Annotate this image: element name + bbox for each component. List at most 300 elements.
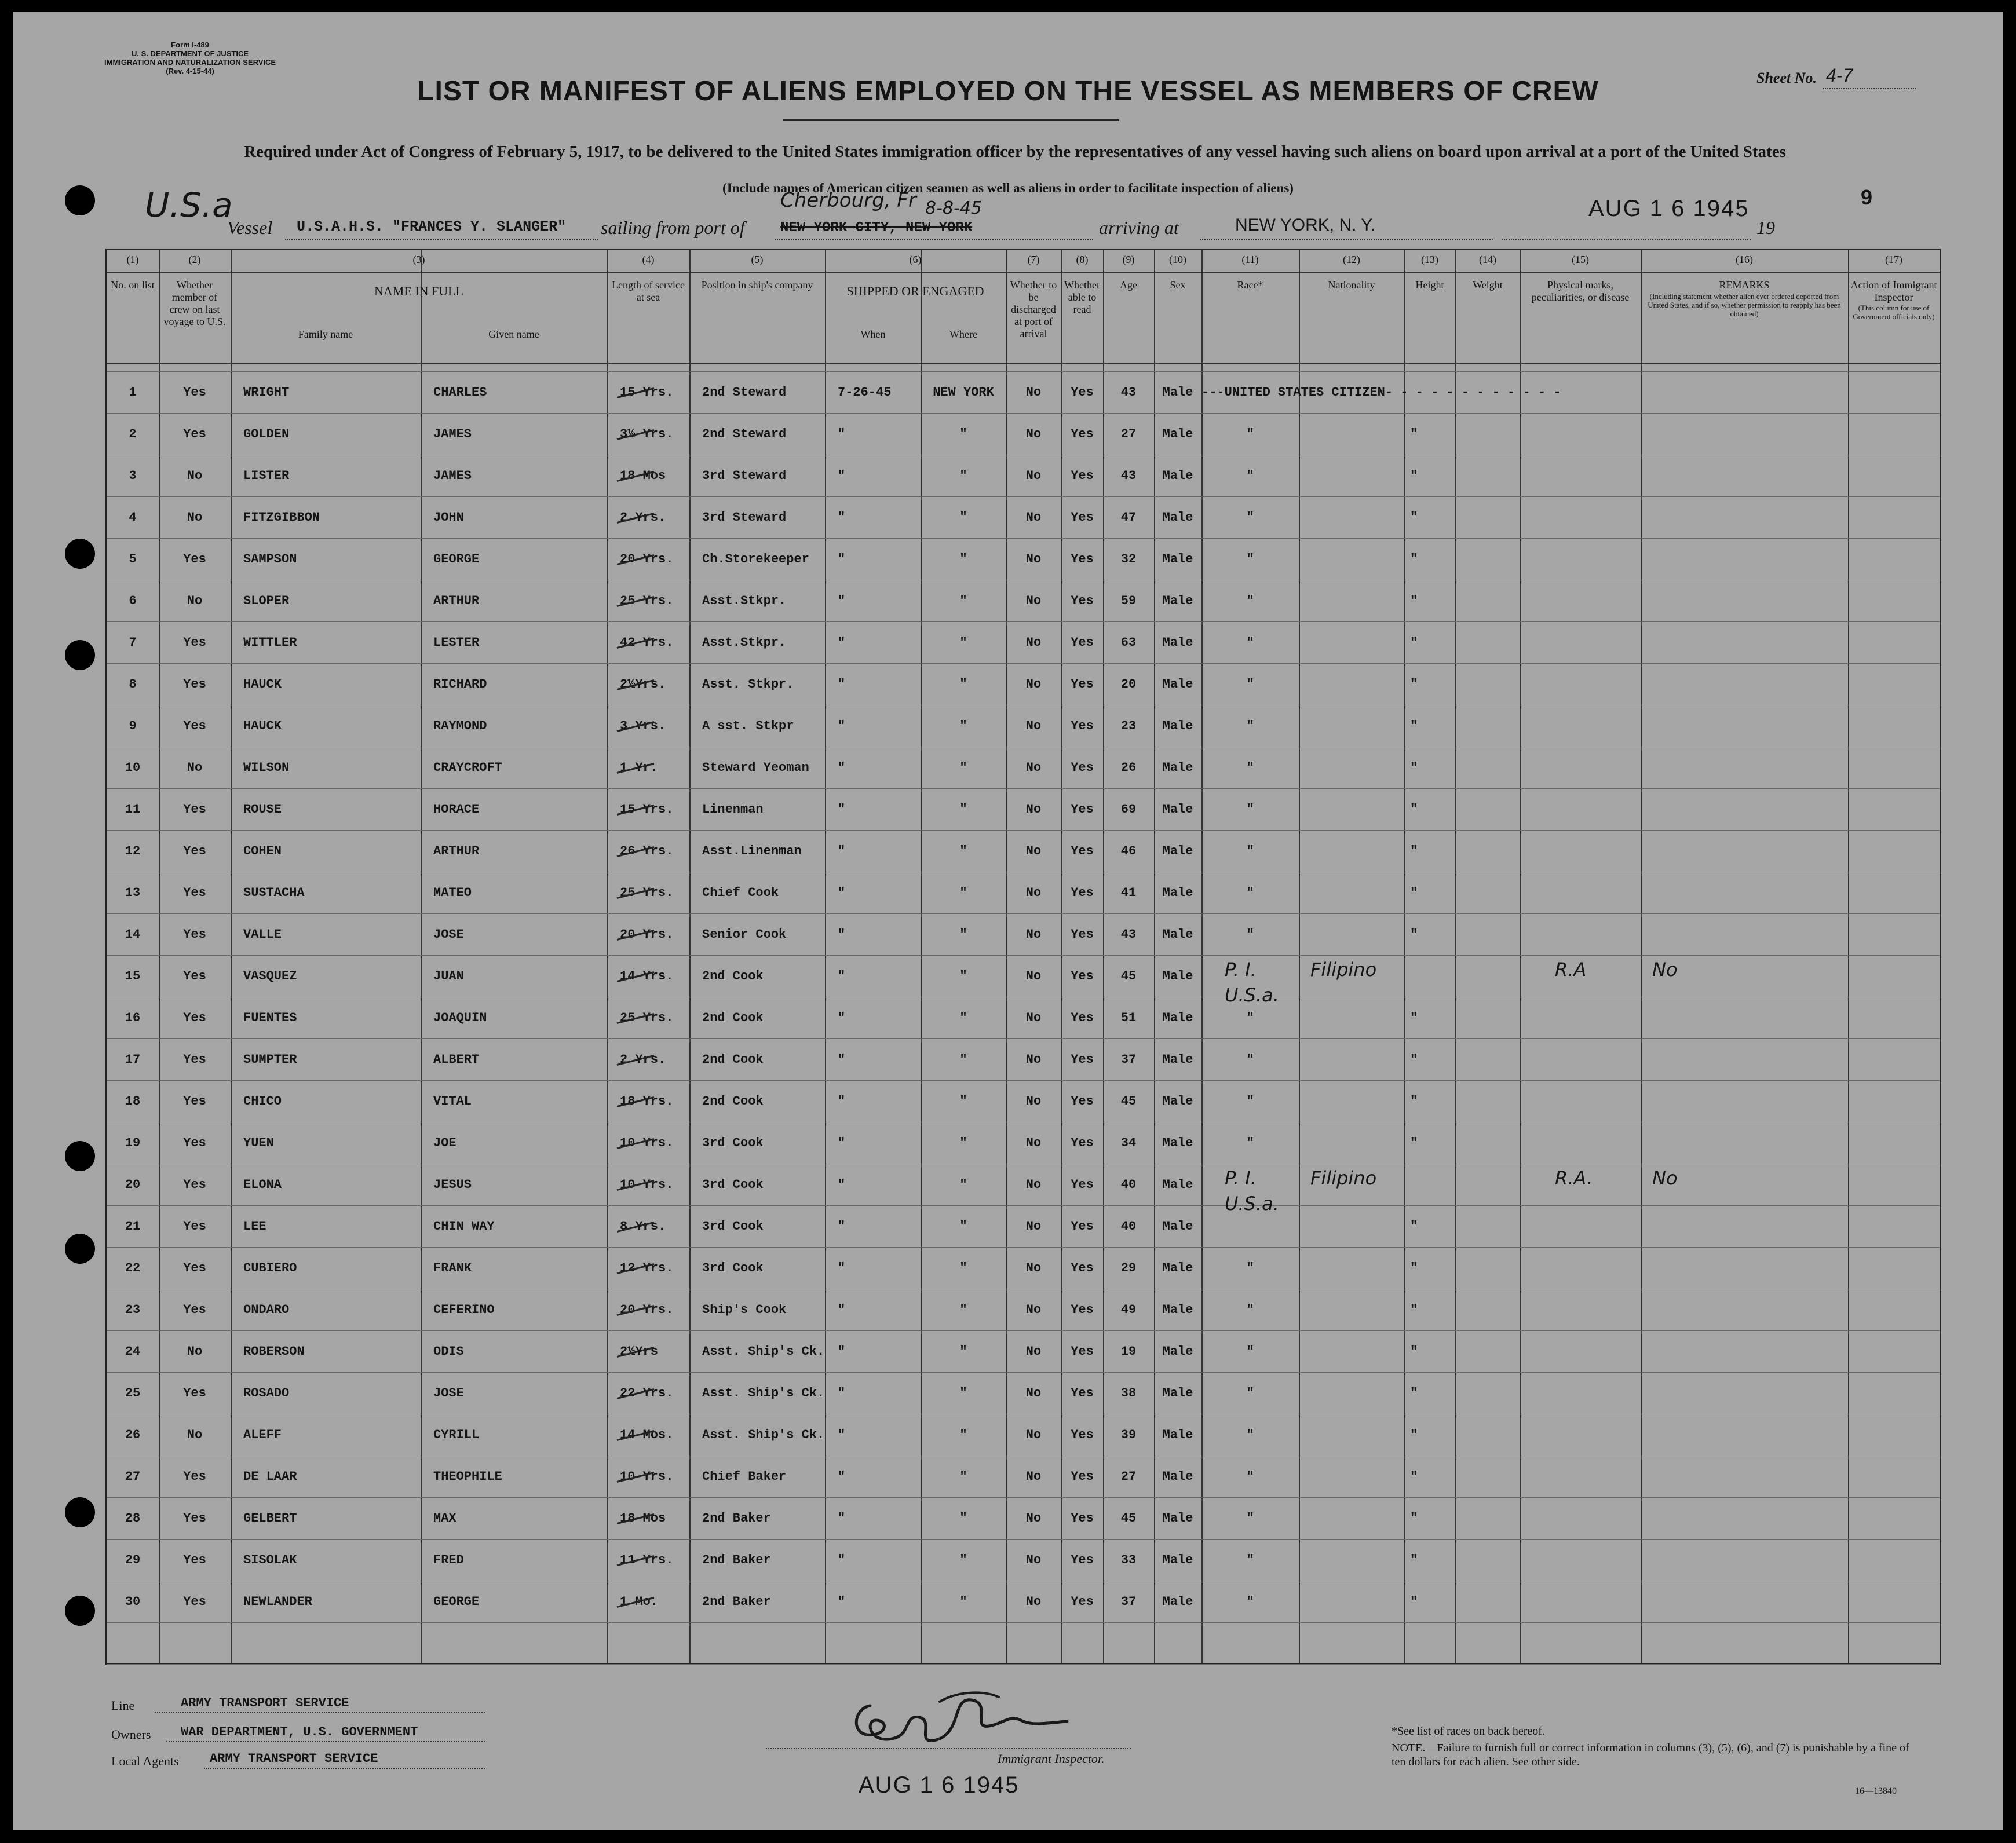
row-rule [107,538,1940,539]
cell-where: " [959,1595,967,1609]
cell-sex: Male [1162,1553,1193,1567]
cell-age: 49 [1120,1303,1137,1317]
cell-service: 10 Yrs. [620,1469,689,1484]
cell-family: ALEFF [243,1428,282,1442]
cell-service: 18 Mos [620,1511,689,1526]
port-struck: NEW YORK CITY, NEW YORK [780,220,973,236]
cell-where: " [959,969,967,983]
cell-when: " [838,1303,846,1317]
cell-when: " [838,1553,846,1567]
inspector-note: (This column for use of Government officials only) [1853,303,1935,321]
cell-race: " [1246,427,1254,441]
arrival-line [1200,239,1493,240]
cell-height: " [1410,1261,1418,1275]
row-rule [107,1247,1940,1248]
cell-no: 16 [125,1011,141,1025]
cell-last: No [187,469,203,483]
cell-service: 25 Yrs. [620,1011,689,1025]
cell-age: 38 [1120,1386,1137,1400]
cell-sex: Male [1162,886,1193,900]
cell-sex: Male [1162,552,1193,566]
agents-label: Local Agents [111,1754,179,1768]
cell-height: " [1410,927,1418,942]
inspection-date-stamp: AUG 1 6 1945 [859,1772,1020,1798]
punch-hole [65,640,95,670]
cell-when: " [838,1344,846,1359]
cell-last: Yes [183,1386,206,1400]
cell-service: 25 Yrs. [620,594,689,608]
cell-position: 2nd Cook [702,1052,764,1067]
cell-sex: Male [1162,1011,1193,1025]
cell-last: Yes [183,1553,206,1567]
handwritten-r15_marks: R.A [1555,959,1587,981]
handwritten-r15_race: P. I. [1225,959,1257,981]
cell-given: JESUS [433,1178,472,1192]
cell-read: Yes [1071,1219,1094,1234]
cell-given: ARTHUR [433,594,480,608]
cell-position: 2nd Steward [702,427,787,441]
cell-age: 46 [1120,844,1137,858]
cell-race: " [1246,1261,1254,1275]
cell-last: No [187,594,203,608]
cell-race: " [1246,719,1254,733]
cell-race: " [1246,1094,1254,1109]
cell-family: WILSON [243,760,290,775]
column-number: (17) [1885,254,1902,265]
cell-service: 3 Yrs. [620,719,689,733]
handwritten-country: U.S.a [145,185,233,225]
cell-where: " [959,1052,967,1067]
cell-age: 20 [1120,677,1137,692]
cell-disch: No [1025,427,1042,441]
cell-position: 3rd Cook [702,1261,764,1275]
cell-family: CUBIERO [243,1261,297,1275]
cell-last: Yes [183,1052,206,1067]
cell-position: 2nd Baker [702,1595,771,1609]
cell-height: " [1410,802,1418,817]
column-number: (9) [1122,254,1135,265]
cell-position: 3rd Steward [702,469,787,483]
cell-position: Linenman [702,802,764,817]
cell-position: A sst. Stkpr [702,719,794,733]
cell-last: No [187,1344,203,1359]
cell-race: " [1246,552,1254,566]
print-code: 16—13840 [1855,1786,1897,1796]
corner-mark: 9 [1861,185,1873,209]
column-number: (15) [1572,254,1589,265]
cell-age: 32 [1120,552,1137,566]
cell-height: " [1410,1469,1418,1484]
cell-given: RICHARD [433,677,487,692]
column-rule [825,250,826,1663]
column-number: (14) [1479,254,1496,265]
cell-disch: No [1025,1595,1042,1609]
cell-age: 43 [1120,385,1137,400]
cell-where: " [959,635,967,650]
column-rule [1154,250,1155,1663]
cell-sex: Male [1162,1428,1193,1442]
cell-given: THEOPHILE [433,1469,502,1484]
cell-disch: No [1025,1094,1042,1109]
cell-read: Yes [1071,1178,1094,1192]
cell-position: Asst.Stkpr. [702,594,787,608]
column-header: Height [1415,279,1444,291]
subheader-rule [421,317,422,363]
cell-race: " [1246,886,1254,900]
cell-height: " [1410,886,1418,900]
owners-label: Owners [111,1727,151,1742]
column-rule [921,250,922,1663]
subheader-rule [921,317,922,363]
row-rule [107,913,1940,914]
cell-height: " [1410,1052,1418,1067]
cell-position: Senior Cook [702,927,787,942]
cell-when: " [838,1094,846,1109]
cell-disch: No [1025,1511,1042,1526]
cell-where: " [959,552,967,566]
sheet-line [1823,88,1916,89]
cell-last: Yes [183,886,206,900]
cell-family: SLOPER [243,594,290,608]
cell-race: " [1246,1052,1254,1067]
cell-no: 19 [125,1136,141,1150]
cell-disch: No [1025,1219,1042,1234]
cell-last: Yes [183,677,206,692]
cell-age: 29 [1120,1261,1137,1275]
cell-age: 33 [1120,1553,1137,1567]
cell-race: " [1246,1469,1254,1484]
cell-no: 5 [129,552,137,566]
cell-sex: Male [1162,760,1193,775]
cell-no: 7 [129,635,137,650]
cell-read: Yes [1071,886,1094,900]
cell-sex: Male [1162,1303,1193,1317]
cell-disch: No [1025,510,1042,525]
cell-last: Yes [183,1219,206,1234]
shipped-where-header: Where [949,328,977,340]
agents-value: ARMY TRANSPORT SERVICE [210,1751,378,1766]
cell-family: WRIGHT [243,385,290,400]
cell-no: 3 [129,469,137,483]
cell-no: 12 [125,844,141,858]
cell-position: 2nd Baker [702,1511,771,1526]
cell-read: Yes [1071,1344,1094,1359]
cell-where: NEW YORK [933,385,994,400]
cell-given: ARTHUR [433,844,480,858]
column-rule [1520,250,1521,1663]
cell-service: 11 Yrs. [620,1553,689,1567]
cell-where: " [959,1386,967,1400]
cell-position: Asst.Linenman [702,844,802,858]
cell-when: " [838,1219,846,1234]
cell-where: " [959,1136,967,1150]
cell-age: 19 [1120,1344,1137,1359]
cell-family: ROBERSON [243,1344,305,1359]
cell-height: " [1410,1219,1418,1234]
cell-service: 20 Yrs. [620,927,689,942]
cell-last: Yes [183,844,206,858]
subheader-rule [231,317,232,363]
cell-family: HAUCK [243,677,282,692]
cell-last: Yes [183,1094,206,1109]
cell-sex: Male [1162,927,1193,942]
cell-race: " [1246,927,1254,942]
cell-family: LEE [243,1219,266,1234]
cell-where: " [959,594,967,608]
cell-given: JOAQUIN [433,1011,487,1025]
cell-no: 26 [125,1428,141,1442]
cell-disch: No [1025,1386,1042,1400]
cell-height: " [1410,1553,1418,1567]
handwritten-r20_remarks: No [1652,1167,1678,1189]
cell-age: 45 [1120,1511,1137,1526]
cell-family: ELONA [243,1178,282,1192]
cell-where: " [959,1511,967,1526]
cell-disch: No [1025,1469,1042,1484]
arriving-label: arriving at [1099,217,1179,238]
cell-disch: No [1025,719,1042,733]
cell-age: 69 [1120,802,1137,817]
row-rule [107,1622,1940,1623]
cell-where: " [959,1344,967,1359]
cell-no: 27 [125,1469,141,1484]
cell-where: " [959,719,967,733]
cell-sex: Male [1162,1261,1193,1275]
column-rule [1455,250,1456,1663]
cell-service: 2 Yrs. [620,510,689,525]
cell-when: " [838,427,846,441]
cell-no: 8 [129,677,137,692]
column-number: (16) [1736,254,1753,265]
cell-age: 37 [1120,1595,1137,1609]
agents-rule [204,1768,485,1769]
column-header: Action of Immigrant Inspector [1850,279,1937,303]
cell-height: " [1410,594,1418,608]
cell-service: 8 Yrs. [620,1219,689,1234]
cell-last: Yes [183,1261,206,1275]
cell-disch: No [1025,969,1042,983]
cell-no: 18 [125,1094,141,1109]
cell-last: Yes [183,552,206,566]
cell-disch: No [1025,1261,1042,1275]
cell-age: 43 [1120,469,1137,483]
cell-race: " [1246,844,1254,858]
cell-read: Yes [1071,594,1094,608]
cell-no: 9 [129,719,137,733]
column-rule [421,250,422,1663]
cell-service: 12 Yrs. [620,1261,689,1275]
cell-when: " [838,552,846,566]
cell-given: ALBERT [433,1052,480,1067]
row-rule [107,1664,1940,1665]
punch-hole [65,1596,95,1626]
cell-when: " [838,760,846,775]
cell-age: 45 [1120,969,1137,983]
cell-where: " [959,1094,967,1109]
punch-hole [65,1141,95,1171]
cell-height: " [1410,1428,1418,1442]
cell-read: Yes [1071,1386,1094,1400]
cell-height: " [1410,1303,1418,1317]
cell-service: 3½ Yrs. [620,427,689,441]
cell-height: " [1410,844,1418,858]
cell-where: " [959,1011,967,1025]
cell-age: 40 [1120,1219,1137,1234]
column-number: (11) [1241,254,1259,265]
cell-read: Yes [1071,1303,1094,1317]
cell-family: WITTLER [243,635,297,650]
cell-read: Yes [1071,385,1094,400]
row-rule [107,496,1940,497]
cell-no: 23 [125,1303,141,1317]
row-rule [107,371,1940,372]
cell-when: " [838,1011,846,1025]
row-rule [107,1038,1940,1039]
page-title: LIST OR MANIFEST OF ALIENS EMPLOYED ON THE VESSEL AS MEMBERS OF CREW [417,76,1599,107]
column-rule [231,250,232,1663]
cell-sex: Male [1162,844,1193,858]
cell-race: " [1246,594,1254,608]
cell-position: Asst. Ship's Ck. [702,1386,825,1400]
cell-no: 25 [125,1386,141,1400]
cell-age: 26 [1120,760,1137,775]
sheet-number: 4-7 [1826,65,1853,86]
cell-age: 41 [1120,886,1137,900]
cell-where: " [959,1178,967,1192]
row-rule [107,955,1940,956]
cell-disch: No [1025,1011,1042,1025]
cell-when: " [838,1386,846,1400]
cell-where: " [959,677,967,692]
cell-sex: Male [1162,802,1193,817]
line-label: Line [111,1698,135,1713]
port-line [775,239,1093,240]
header-rule [107,272,1940,273]
cell-where: " [959,1261,967,1275]
cell-given: JAMES [433,427,472,441]
cell-family: ROSADO [243,1386,290,1400]
cell-read: Yes [1071,427,1094,441]
cell-position: Ch.Storekeeper [702,552,809,566]
port-handwritten: Cherbourg, Fr [780,189,916,212]
cell-age: 23 [1120,719,1137,733]
cell-service: 20 Yrs. [620,1303,689,1317]
cell-read: Yes [1071,1261,1094,1275]
cell-race: ---UNITED STATES CITIZEN- - - - - - - - - - - - [1201,385,1561,400]
inspector-label: Immigrant Inspector. [998,1751,1105,1766]
cell-no: 15 [125,969,141,983]
cell-read: Yes [1071,1052,1094,1067]
column-header: No. on list [111,279,155,291]
crew-table [105,249,1941,1665]
column-header: Physical marks, peculiarities, or disease [1531,279,1630,303]
cell-sex: Male [1162,1219,1193,1234]
cell-sex: Male [1162,677,1193,692]
cell-when: " [838,1511,846,1526]
cell-height: " [1410,760,1418,775]
column-number: (1) [126,254,139,265]
cell-last: Yes [183,1011,206,1025]
cell-height: " [1410,552,1418,566]
handwritten-r20_marks: R.A. [1555,1167,1593,1189]
cell-disch: No [1025,552,1042,566]
cell-when: " [838,1052,846,1067]
cell-service: 42 Yrs. [620,635,689,650]
signature-rule [766,1748,1131,1749]
cell-sex: Male [1162,969,1193,983]
cell-race: " [1246,1303,1254,1317]
cell-where: " [959,1553,967,1567]
cell-sex: Male [1162,1094,1193,1109]
cell-height: " [1410,719,1418,733]
race-note: *See list of races on back hereof. [1392,1725,1545,1738]
cell-last: Yes [183,385,206,400]
form-identifier: Form I-489 U. S. DEPARTMENT OF JUSTICE IMMIGRATION AND NATURALIZATION SERVICE (Rev. 4-15-44) [104,41,276,75]
column-number: (8) [1076,254,1089,265]
cell-age: 40 [1120,1178,1137,1192]
cell-when: " [838,927,846,942]
cell-disch: No [1025,927,1042,942]
cell-position: 2nd Steward [702,385,787,400]
cell-disch: No [1025,1303,1042,1317]
cell-given: JOE [433,1136,456,1150]
cell-disch: No [1025,844,1042,858]
column-rule [1404,250,1405,1663]
cell-sex: Male [1162,1511,1193,1526]
cell-race: " [1246,635,1254,650]
cell-family: DE LAAR [243,1469,297,1484]
cell-last: No [187,760,203,775]
cell-sex: Male [1162,427,1193,441]
cell-given: VITAL [433,1094,472,1109]
column-rule [1061,250,1062,1663]
cell-sex: Male [1162,469,1193,483]
cell-sex: Male [1162,1595,1193,1609]
cell-when: " [838,844,846,858]
cell-given: JOSE [433,1386,464,1400]
cell-given: GEORGE [433,552,480,566]
row-rule [107,413,1940,414]
owners-value: WAR DEPARTMENT, U.S. GOVERNMENT [181,1725,418,1739]
cell-read: Yes [1071,469,1094,483]
cell-given: CYRILL [433,1428,480,1442]
cell-read: Yes [1071,719,1094,733]
cell-last: Yes [183,802,206,817]
cell-when: " [838,886,846,900]
cell-position: 3rd Cook [702,1219,764,1234]
cell-where: " [959,927,967,942]
cell-given: RAYMOND [433,719,487,733]
cell-height: " [1410,1344,1418,1359]
cell-family: SAMPSON [243,552,297,566]
cell-read: Yes [1071,802,1094,817]
cell-race: " [1246,1511,1254,1526]
cell-no: 20 [125,1178,141,1192]
row-rule [107,663,1940,664]
cell-sex: Male [1162,1386,1193,1400]
arriving-port: NEW YORK, N. Y. [1235,215,1375,235]
cell-height: " [1410,677,1418,692]
cell-family: HAUCK [243,719,282,733]
cell-position: 2nd Cook [702,1094,764,1109]
cell-given: HORACE [433,802,480,817]
cell-last: Yes [183,427,206,441]
cell-age: 27 [1120,427,1137,441]
cell-where: " [959,510,967,525]
cell-service: 26 Yrs. [620,844,689,858]
cell-disch: No [1025,677,1042,692]
cell-disch: No [1025,1136,1042,1150]
